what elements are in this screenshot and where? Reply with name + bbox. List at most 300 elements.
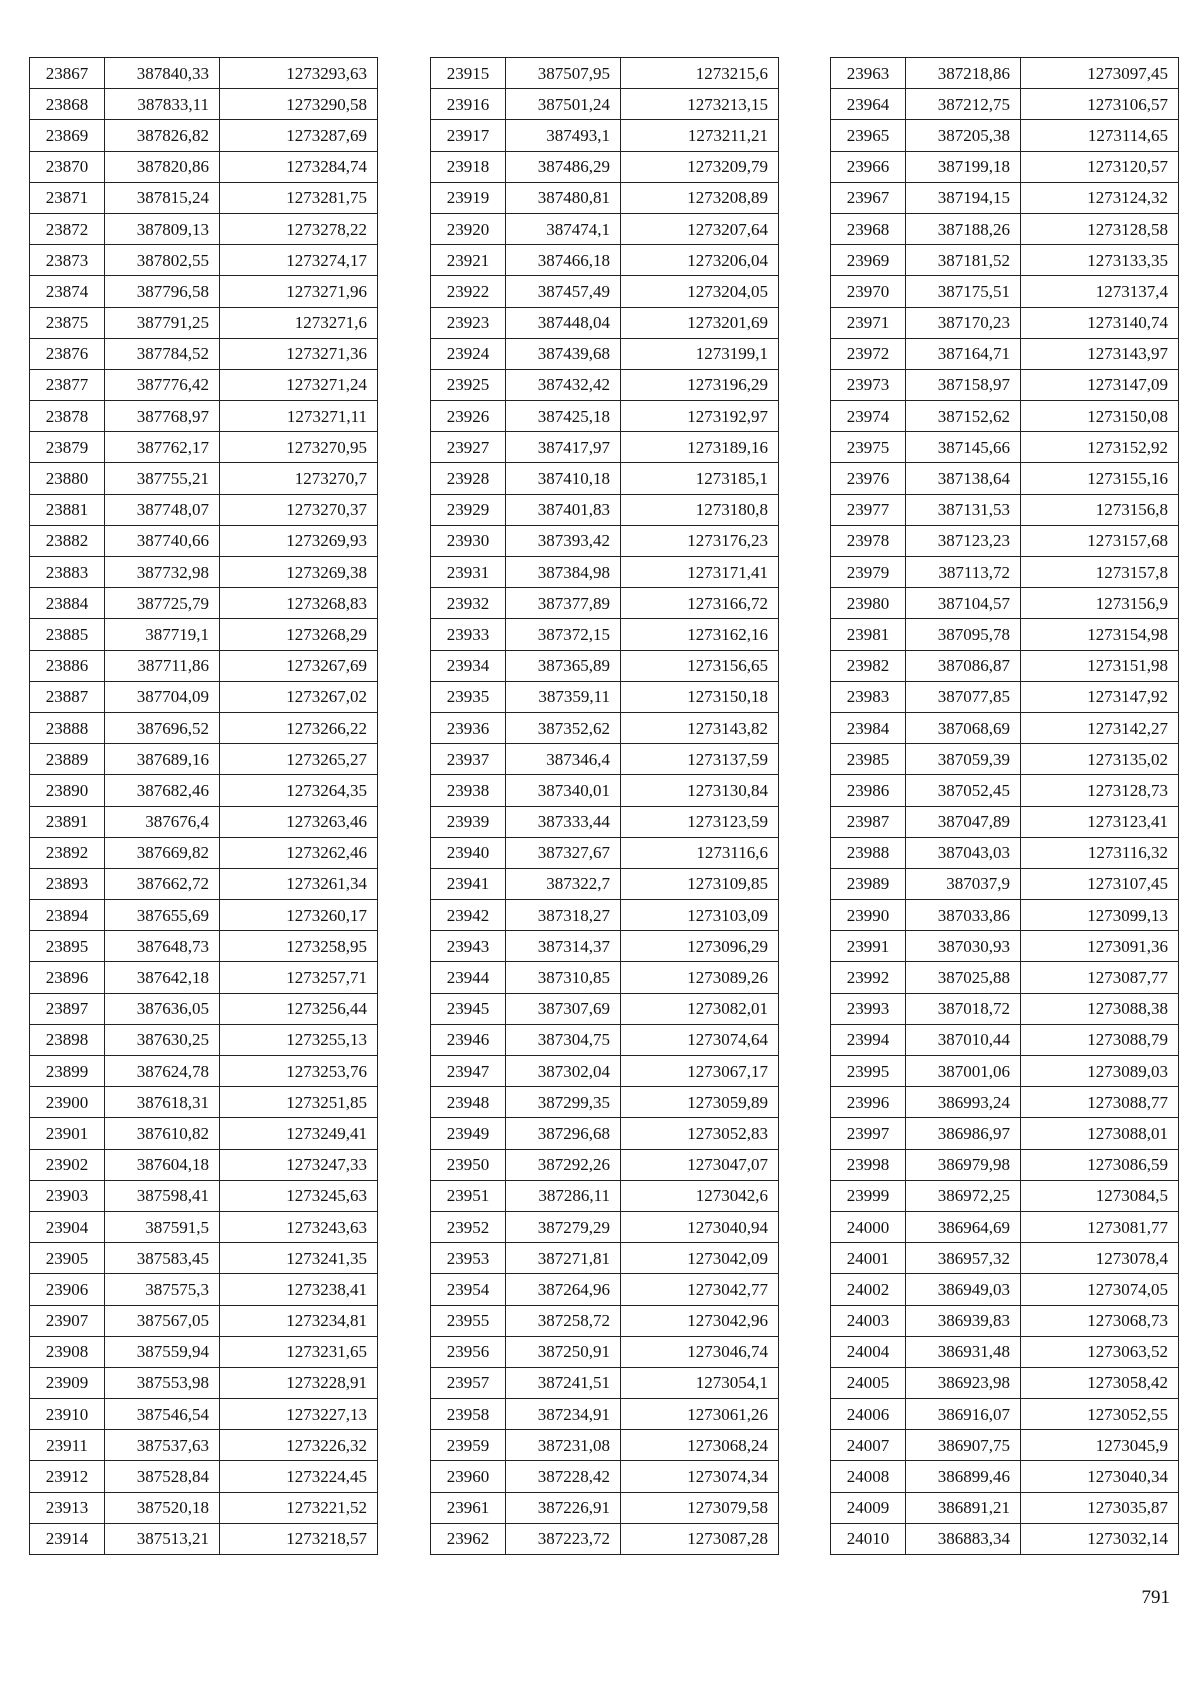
point-number-cell: 23936 xyxy=(431,712,506,743)
point-number-cell: 23897 xyxy=(30,993,105,1024)
point-number-cell: 23994 xyxy=(831,1024,906,1055)
y-coordinate-cell: 1273224,45 xyxy=(220,1461,378,1492)
point-number-cell: 23988 xyxy=(831,837,906,868)
x-coordinate-cell: 387314,37 xyxy=(506,931,621,962)
point-number-cell: 23902 xyxy=(30,1149,105,1180)
y-coordinate-cell: 1273082,01 xyxy=(621,993,779,1024)
table-row xyxy=(431,1274,779,1305)
table-row xyxy=(30,868,378,899)
table-row xyxy=(431,182,779,213)
point-number-cell: 23990 xyxy=(831,900,906,931)
y-coordinate-cell: 1273079,58 xyxy=(621,1492,779,1523)
y-coordinate-cell: 1273261,34 xyxy=(220,868,378,899)
y-coordinate-cell: 1273271,6 xyxy=(220,307,378,338)
point-number-cell: 23975 xyxy=(831,432,906,463)
table-row xyxy=(30,1430,378,1461)
x-coordinate-cell: 387655,69 xyxy=(105,900,220,931)
x-coordinate-cell: 387226,91 xyxy=(506,1492,621,1523)
table-row xyxy=(431,494,779,525)
point-number-cell: 23946 xyxy=(431,1024,506,1055)
table-row xyxy=(831,494,1179,525)
y-coordinate-cell: 1273086,59 xyxy=(1021,1149,1179,1180)
x-coordinate-cell: 387199,18 xyxy=(906,151,1021,182)
y-coordinate-cell: 1273156,9 xyxy=(1021,588,1179,619)
y-coordinate-cell: 1273068,24 xyxy=(621,1430,779,1461)
point-number-cell: 23883 xyxy=(30,557,105,588)
x-coordinate-cell: 387815,24 xyxy=(105,182,220,213)
y-coordinate-cell: 1273142,27 xyxy=(1021,712,1179,743)
x-coordinate-cell: 386964,69 xyxy=(906,1211,1021,1242)
y-coordinate-cell: 1273097,45 xyxy=(1021,58,1179,89)
point-number-cell: 23909 xyxy=(30,1367,105,1398)
point-number-cell: 23980 xyxy=(831,588,906,619)
table-row xyxy=(30,1367,378,1398)
point-number-cell: 23935 xyxy=(431,681,506,712)
table-row xyxy=(831,1274,1179,1305)
point-number-cell: 23922 xyxy=(431,276,506,307)
y-coordinate-cell: 1273238,41 xyxy=(220,1274,378,1305)
y-coordinate-cell: 1273124,32 xyxy=(1021,182,1179,213)
y-coordinate-cell: 1273035,87 xyxy=(1021,1492,1179,1523)
table-row xyxy=(831,1024,1179,1055)
table-row xyxy=(431,806,779,837)
table-row xyxy=(831,681,1179,712)
table-row xyxy=(431,120,779,151)
point-number-cell: 23904 xyxy=(30,1211,105,1242)
y-coordinate-cell: 1273120,57 xyxy=(1021,151,1179,182)
x-coordinate-cell: 387591,5 xyxy=(105,1211,220,1242)
y-coordinate-cell: 1273268,83 xyxy=(220,588,378,619)
y-coordinate-cell: 1273106,57 xyxy=(1021,89,1179,120)
table-row xyxy=(831,1243,1179,1274)
point-number-cell: 24006 xyxy=(831,1399,906,1430)
y-coordinate-cell: 1273265,27 xyxy=(220,744,378,775)
table-row xyxy=(831,432,1179,463)
y-coordinate-cell: 1273087,28 xyxy=(621,1523,779,1554)
point-number-cell: 23999 xyxy=(831,1180,906,1211)
table-row xyxy=(30,900,378,931)
x-coordinate-cell: 387145,66 xyxy=(906,432,1021,463)
point-number-cell: 24005 xyxy=(831,1367,906,1398)
point-number-cell: 23958 xyxy=(431,1399,506,1430)
x-coordinate-cell: 387642,18 xyxy=(105,962,220,993)
point-number-cell: 23901 xyxy=(30,1118,105,1149)
table-row xyxy=(431,931,779,962)
table-row xyxy=(431,900,779,931)
x-coordinate-cell: 387501,24 xyxy=(506,89,621,120)
y-coordinate-cell: 1273147,92 xyxy=(1021,681,1179,712)
y-coordinate-cell: 1273226,32 xyxy=(220,1430,378,1461)
x-coordinate-cell: 387181,52 xyxy=(906,245,1021,276)
table-row xyxy=(831,369,1179,400)
table-row xyxy=(831,1399,1179,1430)
y-coordinate-cell: 1273260,17 xyxy=(220,900,378,931)
x-coordinate-cell: 387630,25 xyxy=(105,1024,220,1055)
y-coordinate-cell: 1273068,73 xyxy=(1021,1305,1179,1336)
table-row xyxy=(30,182,378,213)
x-coordinate-cell: 387258,72 xyxy=(506,1305,621,1336)
point-number-cell: 23914 xyxy=(30,1523,105,1554)
y-coordinate-cell: 1273231,65 xyxy=(220,1336,378,1367)
table-row xyxy=(831,1336,1179,1367)
point-number-cell: 23947 xyxy=(431,1056,506,1087)
y-coordinate-cell: 1273264,35 xyxy=(220,775,378,806)
table-row xyxy=(431,1211,779,1242)
y-coordinate-cell: 1273213,15 xyxy=(621,89,779,120)
point-number-cell: 23885 xyxy=(30,619,105,650)
point-number-cell: 23985 xyxy=(831,744,906,775)
table-row xyxy=(831,338,1179,369)
table-row xyxy=(831,1056,1179,1087)
x-coordinate-cell: 387175,51 xyxy=(906,276,1021,307)
table-row xyxy=(831,1430,1179,1461)
x-coordinate-cell: 387158,97 xyxy=(906,369,1021,400)
table-row xyxy=(431,245,779,276)
point-number-cell: 23976 xyxy=(831,463,906,494)
table-row xyxy=(431,276,779,307)
table-row xyxy=(831,588,1179,619)
x-coordinate-cell: 387493,1 xyxy=(506,120,621,151)
table-row xyxy=(30,307,378,338)
point-number-cell: 23933 xyxy=(431,619,506,650)
table-row xyxy=(831,1461,1179,1492)
table-row xyxy=(431,557,779,588)
x-coordinate-cell: 387840,33 xyxy=(105,58,220,89)
point-number-cell: 23891 xyxy=(30,806,105,837)
y-coordinate-cell: 1273047,07 xyxy=(621,1149,779,1180)
table-row xyxy=(831,213,1179,244)
table-row xyxy=(431,307,779,338)
table-row xyxy=(431,775,779,806)
table-row xyxy=(831,307,1179,338)
point-number-cell: 23949 xyxy=(431,1118,506,1149)
table-row xyxy=(831,1087,1179,1118)
table-row xyxy=(30,775,378,806)
y-coordinate-cell: 1273192,97 xyxy=(621,401,779,432)
x-coordinate-cell: 387748,07 xyxy=(105,494,220,525)
point-number-cell: 23906 xyxy=(30,1274,105,1305)
x-coordinate-cell: 387624,78 xyxy=(105,1056,220,1087)
y-coordinate-cell: 1273284,74 xyxy=(220,151,378,182)
x-coordinate-cell: 387410,18 xyxy=(506,463,621,494)
table-row xyxy=(431,525,779,556)
x-coordinate-cell: 387286,11 xyxy=(506,1180,621,1211)
y-coordinate-cell: 1273087,77 xyxy=(1021,962,1179,993)
table-row xyxy=(431,463,779,494)
x-coordinate-cell: 387393,42 xyxy=(506,525,621,556)
point-number-cell: 23916 xyxy=(431,89,506,120)
table-row xyxy=(30,213,378,244)
x-coordinate-cell: 387648,73 xyxy=(105,931,220,962)
point-number-cell: 23953 xyxy=(431,1243,506,1274)
x-coordinate-cell: 387755,21 xyxy=(105,463,220,494)
x-coordinate-cell: 387310,85 xyxy=(506,962,621,993)
y-coordinate-cell: 1273040,34 xyxy=(1021,1461,1179,1492)
table-row xyxy=(30,1056,378,1087)
point-number-cell: 23889 xyxy=(30,744,105,775)
point-number-cell: 24002 xyxy=(831,1274,906,1305)
x-coordinate-cell: 387439,68 xyxy=(506,338,621,369)
y-coordinate-cell: 1273052,83 xyxy=(621,1118,779,1149)
y-coordinate-cell: 1273215,6 xyxy=(621,58,779,89)
table-row xyxy=(30,806,378,837)
x-coordinate-cell: 387292,26 xyxy=(506,1149,621,1180)
y-coordinate-cell: 1273287,69 xyxy=(220,120,378,151)
x-coordinate-cell: 387223,72 xyxy=(506,1523,621,1554)
x-coordinate-cell: 387689,16 xyxy=(105,744,220,775)
point-number-cell: 23984 xyxy=(831,712,906,743)
point-number-cell: 23998 xyxy=(831,1149,906,1180)
table-row xyxy=(30,276,378,307)
point-number-cell: 24000 xyxy=(831,1211,906,1242)
point-number-cell: 23972 xyxy=(831,338,906,369)
x-coordinate-cell: 387346,4 xyxy=(506,744,621,775)
table-row xyxy=(431,1523,779,1554)
table-row xyxy=(30,1461,378,1492)
x-coordinate-cell: 387826,82 xyxy=(105,120,220,151)
point-number-cell: 23923 xyxy=(431,307,506,338)
point-number-cell: 23882 xyxy=(30,525,105,556)
x-coordinate-cell: 387486,29 xyxy=(506,151,621,182)
point-number-cell: 23996 xyxy=(831,1087,906,1118)
x-coordinate-cell: 387264,96 xyxy=(506,1274,621,1305)
y-coordinate-cell: 1273088,79 xyxy=(1021,1024,1179,1055)
table-row xyxy=(431,58,779,89)
x-coordinate-cell: 387432,42 xyxy=(506,369,621,400)
table-row xyxy=(831,182,1179,213)
y-coordinate-cell: 1273293,63 xyxy=(220,58,378,89)
x-coordinate-cell: 387271,81 xyxy=(506,1243,621,1274)
y-coordinate-cell: 1273067,17 xyxy=(621,1056,779,1087)
x-coordinate-cell: 386916,07 xyxy=(906,1399,1021,1430)
y-coordinate-cell: 1273208,89 xyxy=(621,182,779,213)
y-coordinate-cell: 1273270,37 xyxy=(220,494,378,525)
x-coordinate-cell: 387776,42 xyxy=(105,369,220,400)
y-coordinate-cell: 1273042,96 xyxy=(621,1305,779,1336)
x-coordinate-cell: 387077,85 xyxy=(906,681,1021,712)
table-row xyxy=(431,619,779,650)
x-coordinate-cell: 387417,97 xyxy=(506,432,621,463)
x-coordinate-cell: 387194,15 xyxy=(906,182,1021,213)
point-number-cell: 23950 xyxy=(431,1149,506,1180)
point-number-cell: 23962 xyxy=(431,1523,506,1554)
y-coordinate-cell: 1273157,68 xyxy=(1021,525,1179,556)
table-row xyxy=(831,245,1179,276)
y-coordinate-cell: 1273096,29 xyxy=(621,931,779,962)
y-coordinate-cell: 1273114,65 xyxy=(1021,120,1179,151)
x-coordinate-cell: 387762,17 xyxy=(105,432,220,463)
y-coordinate-cell: 1273154,98 xyxy=(1021,619,1179,650)
x-coordinate-cell: 386899,46 xyxy=(906,1461,1021,1492)
x-coordinate-cell: 387466,18 xyxy=(506,245,621,276)
x-coordinate-cell: 387598,41 xyxy=(105,1180,220,1211)
y-coordinate-cell: 1273133,35 xyxy=(1021,245,1179,276)
point-number-cell: 23876 xyxy=(30,338,105,369)
y-coordinate-cell: 1273032,14 xyxy=(1021,1523,1179,1554)
point-number-cell: 23987 xyxy=(831,806,906,837)
x-coordinate-cell: 387448,04 xyxy=(506,307,621,338)
x-coordinate-cell: 387322,7 xyxy=(506,868,621,899)
y-coordinate-cell: 1273059,89 xyxy=(621,1087,779,1118)
point-number-cell: 23908 xyxy=(30,1336,105,1367)
table-row xyxy=(431,868,779,899)
y-coordinate-cell: 1273257,71 xyxy=(220,962,378,993)
y-coordinate-cell: 1273228,91 xyxy=(220,1367,378,1398)
x-coordinate-cell: 387340,01 xyxy=(506,775,621,806)
x-coordinate-cell: 387086,87 xyxy=(906,650,1021,681)
table-row xyxy=(831,775,1179,806)
y-coordinate-cell: 1273270,7 xyxy=(220,463,378,494)
y-coordinate-cell: 1273218,57 xyxy=(220,1523,378,1554)
x-coordinate-cell: 387043,03 xyxy=(906,837,1021,868)
y-coordinate-cell: 1273091,36 xyxy=(1021,931,1179,962)
y-coordinate-cell: 1273063,52 xyxy=(1021,1336,1179,1367)
table-row xyxy=(431,1056,779,1087)
table-row xyxy=(30,619,378,650)
point-number-cell: 23965 xyxy=(831,120,906,151)
y-coordinate-cell: 1273211,21 xyxy=(621,120,779,151)
point-number-cell: 23941 xyxy=(431,868,506,899)
x-coordinate-cell: 387401,83 xyxy=(506,494,621,525)
table-row xyxy=(30,1211,378,1242)
y-coordinate-cell: 1273109,85 xyxy=(621,868,779,899)
x-coordinate-cell: 386883,34 xyxy=(906,1523,1021,1554)
point-number-cell: 23969 xyxy=(831,245,906,276)
table-row xyxy=(30,557,378,588)
point-number-cell: 23977 xyxy=(831,494,906,525)
point-number-cell: 23944 xyxy=(431,962,506,993)
y-coordinate-cell: 1273088,01 xyxy=(1021,1118,1179,1149)
y-coordinate-cell: 1273251,85 xyxy=(220,1087,378,1118)
table-row xyxy=(431,1492,779,1523)
table-row xyxy=(431,744,779,775)
point-number-cell: 23938 xyxy=(431,775,506,806)
point-number-cell: 23925 xyxy=(431,369,506,400)
y-coordinate-cell: 1273042,09 xyxy=(621,1243,779,1274)
x-coordinate-cell: 387333,44 xyxy=(506,806,621,837)
y-coordinate-cell: 1273271,96 xyxy=(220,276,378,307)
point-number-cell: 23959 xyxy=(431,1430,506,1461)
table-row xyxy=(831,120,1179,151)
point-number-cell: 23955 xyxy=(431,1305,506,1336)
table-row xyxy=(30,401,378,432)
y-coordinate-cell: 1273116,6 xyxy=(621,837,779,868)
table-row xyxy=(30,245,378,276)
table-row xyxy=(831,993,1179,1024)
point-number-cell: 23927 xyxy=(431,432,506,463)
y-coordinate-cell: 1273267,69 xyxy=(220,650,378,681)
x-coordinate-cell: 387480,81 xyxy=(506,182,621,213)
page-number: 791 xyxy=(1141,1587,1170,1608)
point-number-cell: 23892 xyxy=(30,837,105,868)
y-coordinate-cell: 1273241,35 xyxy=(220,1243,378,1274)
y-coordinate-cell: 1273247,33 xyxy=(220,1149,378,1180)
table-row xyxy=(431,650,779,681)
y-coordinate-cell: 1273061,26 xyxy=(621,1399,779,1430)
y-coordinate-cell: 1273256,44 xyxy=(220,993,378,1024)
table-row xyxy=(30,1305,378,1336)
x-coordinate-cell: 387833,11 xyxy=(105,89,220,120)
x-coordinate-cell: 386939,83 xyxy=(906,1305,1021,1336)
table-row xyxy=(831,1118,1179,1149)
x-coordinate-cell: 387528,84 xyxy=(105,1461,220,1492)
point-number-cell: 23884 xyxy=(30,588,105,619)
point-number-cell: 23993 xyxy=(831,993,906,1024)
point-number-cell: 23917 xyxy=(431,120,506,151)
x-coordinate-cell: 387575,3 xyxy=(105,1274,220,1305)
table-row xyxy=(831,931,1179,962)
point-number-cell: 23930 xyxy=(431,525,506,556)
table-row xyxy=(431,369,779,400)
point-number-cell: 23921 xyxy=(431,245,506,276)
y-coordinate-cell: 1273268,29 xyxy=(220,619,378,650)
y-coordinate-cell: 1273107,45 xyxy=(1021,868,1179,899)
table-row xyxy=(831,1149,1179,1180)
table-row xyxy=(30,962,378,993)
y-coordinate-cell: 1273262,46 xyxy=(220,837,378,868)
table-row xyxy=(831,557,1179,588)
y-coordinate-cell: 1273271,36 xyxy=(220,338,378,369)
y-coordinate-cell: 1273084,5 xyxy=(1021,1180,1179,1211)
point-number-cell: 23881 xyxy=(30,494,105,525)
y-coordinate-cell: 1273176,23 xyxy=(621,525,779,556)
x-coordinate-cell: 387234,91 xyxy=(506,1399,621,1430)
point-number-cell: 23967 xyxy=(831,182,906,213)
table-row xyxy=(831,619,1179,650)
x-coordinate-cell: 387696,52 xyxy=(105,712,220,743)
table-row xyxy=(30,463,378,494)
y-coordinate-cell: 1273263,46 xyxy=(220,806,378,837)
y-coordinate-cell: 1273278,22 xyxy=(220,213,378,244)
point-number-cell: 23874 xyxy=(30,276,105,307)
point-number-cell: 23899 xyxy=(30,1056,105,1087)
point-number-cell: 23928 xyxy=(431,463,506,494)
x-coordinate-cell: 387820,86 xyxy=(105,151,220,182)
table-row xyxy=(831,89,1179,120)
x-coordinate-cell: 387047,89 xyxy=(906,806,1021,837)
x-coordinate-cell: 386979,98 xyxy=(906,1149,1021,1180)
x-coordinate-cell: 387218,86 xyxy=(906,58,1021,89)
x-coordinate-cell: 387299,35 xyxy=(506,1087,621,1118)
table-row xyxy=(30,338,378,369)
x-coordinate-cell: 387725,79 xyxy=(105,588,220,619)
table-row xyxy=(831,900,1179,931)
point-number-cell: 24001 xyxy=(831,1243,906,1274)
y-coordinate-cell: 1273156,8 xyxy=(1021,494,1179,525)
x-coordinate-cell: 387802,55 xyxy=(105,245,220,276)
x-coordinate-cell: 387610,82 xyxy=(105,1118,220,1149)
point-number-cell: 23940 xyxy=(431,837,506,868)
y-coordinate-cell: 1273054,1 xyxy=(621,1367,779,1398)
point-number-cell: 23991 xyxy=(831,931,906,962)
x-coordinate-cell: 387682,46 xyxy=(105,775,220,806)
x-coordinate-cell: 387188,26 xyxy=(906,213,1021,244)
table-row xyxy=(431,837,779,868)
point-number-cell: 23872 xyxy=(30,213,105,244)
point-number-cell: 23929 xyxy=(431,494,506,525)
table-row xyxy=(831,868,1179,899)
x-coordinate-cell: 386923,98 xyxy=(906,1367,1021,1398)
point-number-cell: 23915 xyxy=(431,58,506,89)
table-row xyxy=(30,712,378,743)
table-row xyxy=(30,120,378,151)
x-coordinate-cell: 387662,72 xyxy=(105,868,220,899)
table-row xyxy=(30,1087,378,1118)
x-coordinate-cell: 387559,94 xyxy=(105,1336,220,1367)
y-coordinate-cell: 1273150,18 xyxy=(621,681,779,712)
y-coordinate-cell: 1273269,38 xyxy=(220,557,378,588)
x-coordinate-cell: 387052,45 xyxy=(906,775,1021,806)
